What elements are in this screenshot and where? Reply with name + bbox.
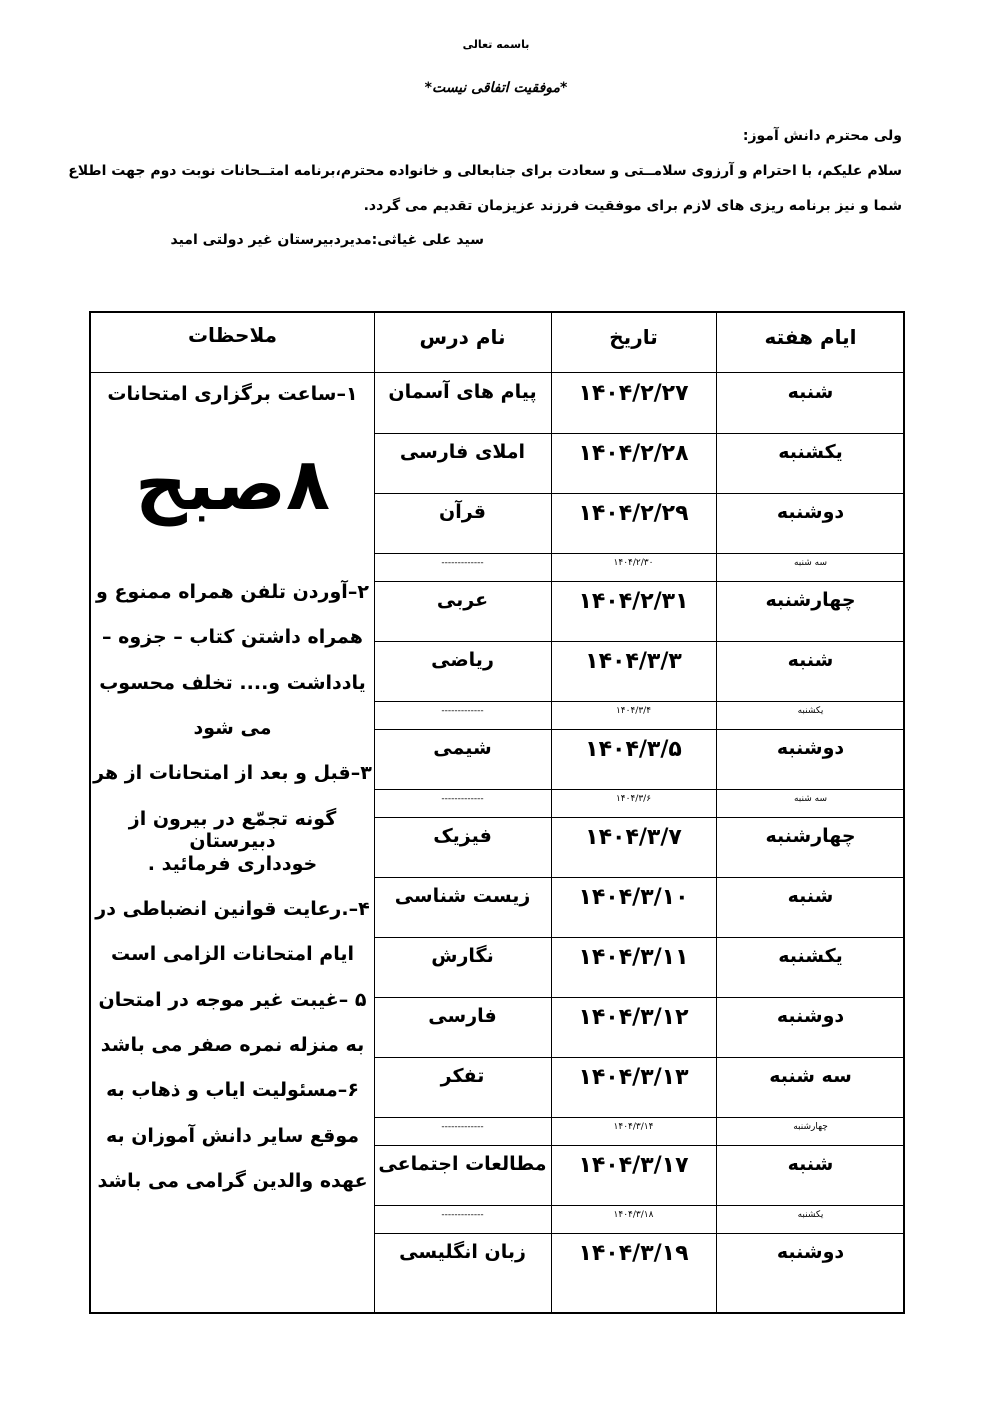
header-day: ایام هفته [764,325,857,349]
row-course: ------------- [441,1122,484,1132]
header-notes: ملاحظات [187,323,278,347]
row-date: ۱۴۰۴/۲/۲۷ [578,381,689,406]
row-date: ۱۴۰۴/۲/۲۸ [578,441,689,466]
row-course: قرآن [439,501,486,523]
note-line: گونه تجمّع در بیرون از دبیرستان [128,807,337,852]
row-course: نگارش [431,945,494,967]
note-line: یادداشت و.... تخلف محسوب [99,671,366,694]
row-course: شیمی [433,737,492,759]
header-course: نام درس [419,325,506,349]
signature: سید علی غیاثی:مدیردبیرستان غیر دولتی امید [170,232,484,248]
exam-schedule-table [89,311,905,1314]
row-date: ۱۴۰۴/۳/۳ [585,649,682,674]
row-course: املای فارسی [399,441,526,463]
row-day: چهارشنبه [765,589,856,611]
row-course: فارسی [428,1005,497,1027]
row-date: ۱۴۰۴/۳/۶ [615,794,652,804]
note-line: ایام امتحانات الزامی است [110,943,355,966]
row-course: ------------- [441,706,484,716]
row-date: ۱۴۰۴/۳/۱۰ [578,885,689,910]
row-course: زیست شناسی [394,885,531,907]
header-date: تاریخ [609,325,658,349]
motto: *موفقیت اتفاقی نیست* [424,80,568,96]
row-day: چهارشنبه [765,825,856,847]
row-day: دوشنبه [776,1241,845,1263]
row-course: پیام های آسمان [388,381,537,403]
row-course: زبان انگلیسی [399,1241,526,1263]
note-line: ۳–قبل و بعد از امتحانات از هر [93,762,372,785]
note-line: همراه داشتن کتاب – جزوه – [102,626,363,649]
row-date: ۱۴۰۴/۲/۳۱ [578,589,689,614]
note-line: ۵ –غیبت غیر موجه در امتحان [98,988,367,1011]
row-date: ۱۴۰۴/۳/۴ [615,706,652,716]
row-day: سه شنبه [793,794,828,804]
exam-time-big: ۸صبح [135,442,330,526]
note-line: ۶–مسئولیت ایاب و ذهاب به [106,1079,359,1102]
note-line: خودداری فرمائید . [147,852,318,875]
row-course: مطالعات اجتماعی [378,1153,547,1175]
letter-line-1: سلام علیکم، با احترام و آرزوی سلامــتی و سعادت برای جنابعالی و خانواده محترم،برنامه امتــحانات نوبت دوم جهت اطلاع [68,163,902,179]
row-day: یکشنبه [797,1210,824,1220]
row-day: سه شنبه [769,1065,852,1087]
row-day: یکشنبه [797,706,824,716]
row-day: دوشنبه [776,737,845,759]
row-date: ۱۴۰۴/۲/۳۰ [613,558,654,568]
note-line: به منزله نمره صفر می باشد [100,1034,365,1056]
row-day: یکشنبه [778,441,843,463]
row-date: ۱۴۰۴/۳/۱۸ [613,1210,654,1220]
row-course: تفکر [440,1065,485,1087]
row-day: شنبه [787,649,834,671]
row-day: دوشنبه [776,1005,845,1027]
row-date: ۱۴۰۴/۳/۷ [585,825,682,850]
greeting: ولی محترم دانش آموز: [742,128,902,144]
row-course: ------------- [441,558,484,568]
row-day: شنبه [787,1153,834,1175]
row-day: یکشنبه [778,945,843,967]
row-day: شنبه [787,885,834,907]
row-day: دوشنبه [776,501,845,523]
row-date: ۱۴۰۴/۳/۵ [585,737,682,762]
row-date: ۱۴۰۴/۳/۱۱ [578,945,689,970]
note-1: ۱–ساعت برگزاری امتحانات [107,383,358,405]
note-line: ۲–آوردن تلفن همراه ممنوع و [96,581,369,603]
row-course: ریاضی [431,649,494,671]
row-day: سه شنبه [793,558,828,568]
note-line: عهده والدین گرامی می باشد [97,1169,368,1192]
row-course: عربی [436,589,489,611]
row-course: ------------- [441,794,484,804]
note-line: ۴–.رعایت قوانین انضباطی در [95,898,370,921]
row-date: ۱۴۰۴/۳/۱۳ [578,1065,689,1090]
row-day: چهارشنبه [793,1122,828,1132]
row-date: ۱۴۰۴/۳/۱۲ [578,1005,689,1030]
row-course: فیزیک [433,825,492,847]
letter-line-2: شما و نیز برنامه ریزی های لازم برای موفقیت فرزند عزیزمان تقدیم می گردد. [363,198,902,214]
note-line: موقع سایر دانش آموزان به [105,1124,360,1147]
row-course: ------------- [441,1210,484,1220]
note-line: می شود [193,716,272,739]
row-date: ۱۴۰۴/۲/۲۹ [578,501,689,526]
row-date: ۱۴۰۴/۳/۱۷ [578,1153,689,1178]
row-date: ۱۴۰۴/۳/۱۹ [578,1241,689,1266]
row-day: شنبه [787,381,834,403]
basmala: باسمه تعالی [462,38,530,51]
row-date: ۱۴۰۴/۳/۱۴ [613,1122,654,1132]
